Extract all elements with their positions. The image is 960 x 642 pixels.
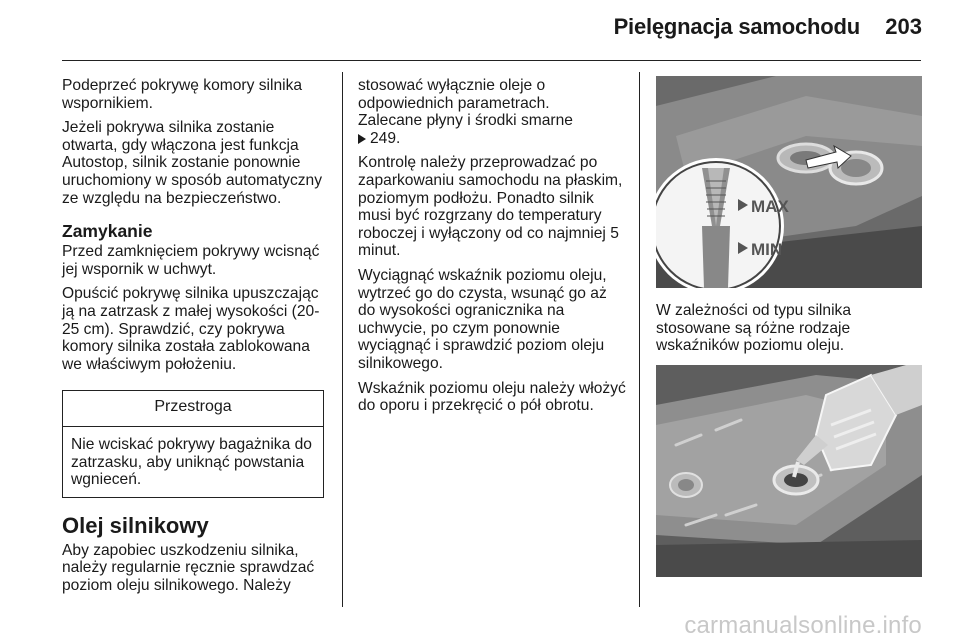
paragraph: Aby zapobiec uszkodzeniu silnika, należy regularnie ręcznie sprawdzać poziom oleju silnikowego. Należy bbox=[62, 541, 315, 594]
paragraph bbox=[358, 77, 628, 147]
paragraph: Opuścić pokrywę silnika upuszczając ją na zatrzask z małej wysokości (20-25 cm). Sprawdzić, czy pokrywa komory silnika została zablokowana we właściwym położeniu. bbox=[62, 285, 320, 373]
paragraph: Wyciągnąć wskaźnik poziomu oleju, wytrzeć go do czysta, wsunąć go aż do wysokości ogranicznika na uchwycie, po czym ponownie wyciągnąć i sprawdzić poziom oleju silnikowego. bbox=[358, 266, 607, 372]
caution-text: Nie wciskać pokrywy bagażnika do zatrzasku, aby uniknąć powstania wgnieceń. bbox=[71, 435, 312, 489]
column-divider-1 bbox=[342, 72, 343, 607]
dipstick-illustration bbox=[656, 76, 922, 288]
illustration-caption: W zależności od typu silnika stosowane są różne rodzaje wskaźników poziomu oleju. bbox=[656, 302, 852, 355]
reference-page-number[interactable]: 249. bbox=[370, 129, 401, 147]
header-divider bbox=[62, 60, 921, 61]
caution-title: Przestroga bbox=[63, 391, 323, 427]
paragraph-text: stosować wyłącznie oleje o odpowiednich parametrach. bbox=[358, 77, 550, 112]
paragraph: Kontrolę należy przeprowadzać po zaparkowaniu samochodu na płaskim, poziomym podłożu. Ponadto silnik musi być rozgrzany do temperatury roboczej i wyłączony od co najmniej 5 minut. bbox=[358, 154, 623, 260]
section-heading-closing: Zamykanie bbox=[62, 221, 153, 242]
paragraph: Jeżeli pokrywa silnika zostanie otwarta, gdy włączona jest funkcja Autostop, silnik zostanie ponownie uruchomiony w sposób automatyczny ze względu na bezpieczeństwo. bbox=[62, 119, 323, 207]
paragraph: Wskaźnik poziomu oleju należy włożyć do oporu i przekręcić o pół obrotu. bbox=[358, 379, 626, 415]
paragraph: Przed zamknięciem pokrywy wcisnąć jej wspornik w uchwyt. bbox=[62, 243, 320, 278]
watermark: carmanualsonline.info bbox=[684, 612, 922, 639]
oil-filling-illustration bbox=[656, 365, 922, 577]
page-title: Pielęgnacja samochodu bbox=[613, 14, 860, 39]
reference-link-text[interactable]: Zalecane płyny i środki smarne bbox=[358, 112, 573, 130]
column-2 bbox=[358, 77, 628, 422]
page-number: 203 bbox=[885, 14, 922, 39]
dipstick-max-label: MAX bbox=[751, 197, 789, 216]
page-reference-icon bbox=[358, 134, 366, 144]
caution-box bbox=[62, 390, 324, 497]
paragraph: Podeprzeć pokrywę komory silnika wspornikiem. bbox=[62, 77, 303, 112]
dipstick-min-label: MIN bbox=[751, 240, 783, 259]
column-divider-2 bbox=[639, 72, 640, 607]
section-heading-engine-oil: Olej silnikowy bbox=[62, 512, 209, 538]
column-1 bbox=[62, 77, 330, 601]
